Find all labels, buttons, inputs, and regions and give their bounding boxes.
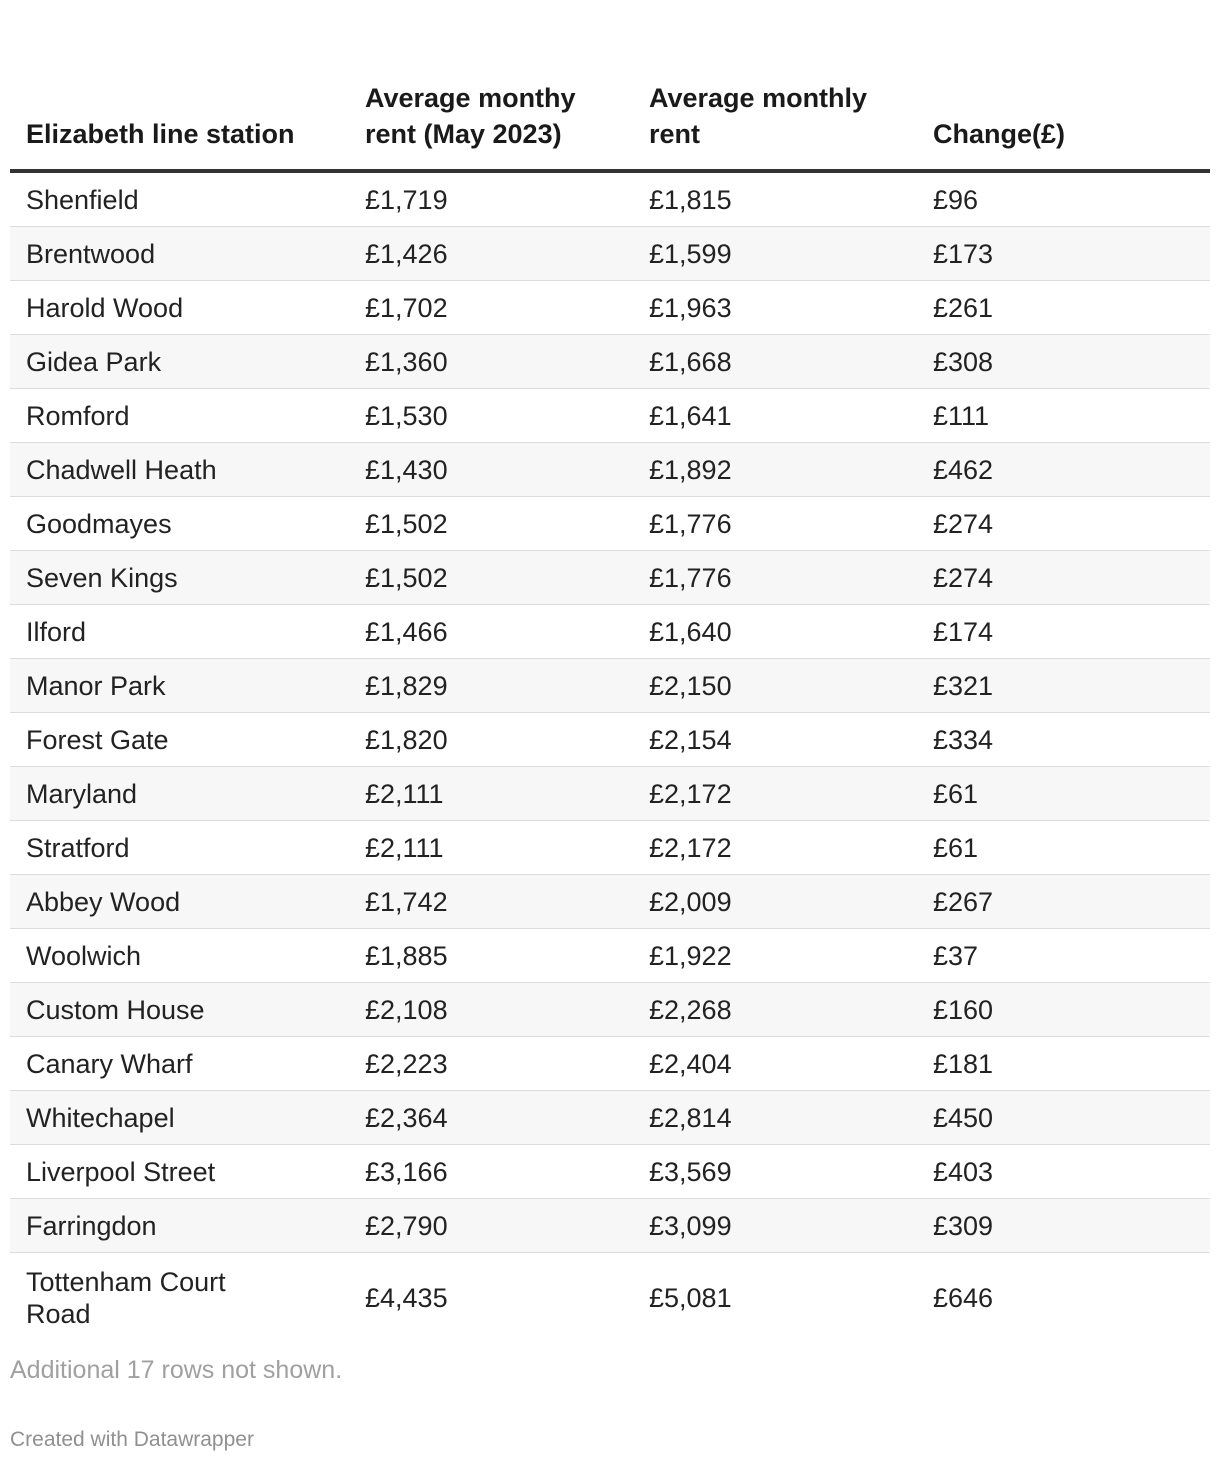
cell-station: Brentwood: [10, 227, 349, 281]
cell-change: £61: [917, 821, 1210, 875]
cell-rent-may-2023: £1,742: [349, 875, 633, 929]
cell-rent-current: £1,922: [633, 929, 917, 983]
table-row: [10, 821, 1210, 875]
cell-station: Seven Kings: [10, 551, 349, 605]
cell-rent-current: £2,172: [633, 821, 917, 875]
cell-rent-current: £1,776: [633, 551, 917, 605]
cell-rent-current: £1,776: [633, 497, 917, 551]
table-row: [10, 1253, 1210, 1340]
table-row: [10, 551, 1210, 605]
cell-change: £61: [917, 767, 1210, 821]
cell-rent-may-2023: £2,364: [349, 1091, 633, 1145]
cell-station: Stratford: [10, 821, 349, 875]
cell-station: Chadwell Heath: [10, 443, 349, 497]
cell-rent-current: £2,150: [633, 659, 917, 713]
cell-change: £334: [917, 713, 1210, 767]
table-row: [10, 1199, 1210, 1253]
cell-rent-may-2023: £1,702: [349, 281, 633, 335]
cell-station: Romford: [10, 389, 349, 443]
cell-rent-current: £3,099: [633, 1199, 917, 1253]
cell-rent-current: £5,081: [649, 1283, 732, 1313]
cell-change: £274: [917, 497, 1210, 551]
table-row: [10, 767, 1210, 821]
cell-rent-current: £1,963: [633, 281, 917, 335]
cell-rent-may-2023: £4,435: [365, 1283, 448, 1313]
table-row: [10, 1037, 1210, 1091]
cell-station: Whitechapel: [10, 1091, 349, 1145]
cell-rent-may-2023: £1,829: [349, 659, 633, 713]
cell-station: Manor Park: [10, 659, 349, 713]
cell-rent-may-2023: £1,502: [349, 497, 633, 551]
cell-station: Liverpool Street: [10, 1145, 349, 1199]
column-header-station: Elizabeth line station: [10, 0, 349, 171]
table-row: [10, 281, 1210, 335]
cell-change: £308: [917, 335, 1210, 389]
table-row: [10, 171, 1210, 227]
cell-rent-current: £2,404: [633, 1037, 917, 1091]
cell-change: £181: [917, 1037, 1210, 1091]
cell-rent-may-2023: £1,426: [349, 227, 633, 281]
cell-rent-may-2023: £1,502: [349, 551, 633, 605]
cell-rent-may-2023: £2,111: [349, 767, 633, 821]
cell-rent-may-2023: £3,166: [349, 1145, 633, 1199]
table-row: [10, 875, 1210, 929]
rent-table-container: [10, 0, 1210, 1339]
cell-rent-current: £1,599: [633, 227, 917, 281]
column-header-change: Change(£): [917, 0, 1210, 171]
cell-station: Maryland: [10, 767, 349, 821]
table-row: [10, 335, 1210, 389]
cell-change: £267: [917, 875, 1210, 929]
cell-rent-may-2023: £2,111: [349, 821, 633, 875]
cell-change: £160: [917, 983, 1210, 1037]
cell-rent-current: £1,892: [633, 443, 917, 497]
cell-change: £96: [917, 171, 1210, 227]
cell-change: £462: [917, 443, 1210, 497]
cell-rent-may-2023: £1,885: [349, 929, 633, 983]
cell-station: Gidea Park: [10, 335, 349, 389]
cell-change: £450: [917, 1091, 1210, 1145]
rows-hidden-note: Additional 17 rows not shown.: [10, 1356, 343, 1384]
cell-station: Abbey Wood: [10, 875, 349, 929]
cell-rent-may-2023: £2,108: [349, 983, 633, 1037]
cell-rent-current: £1,815: [633, 171, 917, 227]
table-row: [10, 605, 1210, 659]
cell-rent-current: £2,172: [633, 767, 917, 821]
cell-station: Goodmayes: [10, 497, 349, 551]
cell-station: Woolwich: [10, 929, 349, 983]
cell-change: £403: [917, 1145, 1210, 1199]
cell-station: Farringdon: [10, 1199, 349, 1253]
table-body: [10, 171, 1210, 1339]
cell-change: £173: [917, 227, 1210, 281]
table-row: [10, 443, 1210, 497]
cell-rent-may-2023: £1,820: [349, 713, 633, 767]
cell-change: £321: [917, 659, 1210, 713]
cell-change: £111: [917, 389, 1210, 443]
cell-rent-current: £2,814: [633, 1091, 917, 1145]
cell-rent-current: £1,640: [633, 605, 917, 659]
table-row: [10, 983, 1210, 1037]
cell-rent-may-2023: £2,223: [349, 1037, 633, 1091]
cell-station: Custom House: [10, 983, 349, 1037]
cell-station: Forest Gate: [10, 713, 349, 767]
cell-change: £37: [917, 929, 1210, 983]
cell-rent-current: £2,268: [633, 983, 917, 1037]
cell-station: Shenfield: [10, 171, 349, 227]
cell-station: Ilford: [10, 605, 349, 659]
cell-change: £174: [917, 605, 1210, 659]
cell-rent-may-2023: £2,790: [349, 1199, 633, 1253]
table-row: [10, 1091, 1210, 1145]
cell-change: £309: [917, 1199, 1210, 1253]
cell-rent-may-2023: £1,719: [349, 171, 633, 227]
table-row: [10, 659, 1210, 713]
cell-rent-current: £1,641: [633, 389, 917, 443]
column-header-rent-current: Average monthly rent: [633, 0, 917, 171]
cell-rent-current: £2,009: [633, 875, 917, 929]
cell-station: Harold Wood: [10, 281, 349, 335]
header-row: [10, 0, 1210, 171]
cell-rent-may-2023: £1,430: [349, 443, 633, 497]
cell-change: £261: [917, 281, 1210, 335]
cell-station: Tottenham Court Road: [26, 1267, 226, 1329]
cell-rent-may-2023: £1,360: [349, 335, 633, 389]
cell-rent-current: £2,154: [633, 713, 917, 767]
datawrapper-credit: Created with Datawrapper: [10, 1428, 254, 1451]
cell-rent-may-2023: £1,466: [349, 605, 633, 659]
table-row: [10, 929, 1210, 983]
table-row: [10, 1145, 1210, 1199]
table-row: [10, 389, 1210, 443]
cell-change: £646: [933, 1283, 994, 1313]
table-row: [10, 497, 1210, 551]
cell-rent-current: £1,668: [633, 335, 917, 389]
column-header-rent-may-2023: Average monthy rent (May 2023): [349, 0, 633, 171]
table-header: [10, 0, 1210, 171]
cell-rent-may-2023: £1,530: [349, 389, 633, 443]
cell-station: Canary Wharf: [10, 1037, 349, 1091]
cell-change: £274: [917, 551, 1210, 605]
cell-rent-current: £3,569: [633, 1145, 917, 1199]
table-row: [10, 713, 1210, 767]
rent-table: [10, 0, 1210, 1339]
table-row: [10, 227, 1210, 281]
